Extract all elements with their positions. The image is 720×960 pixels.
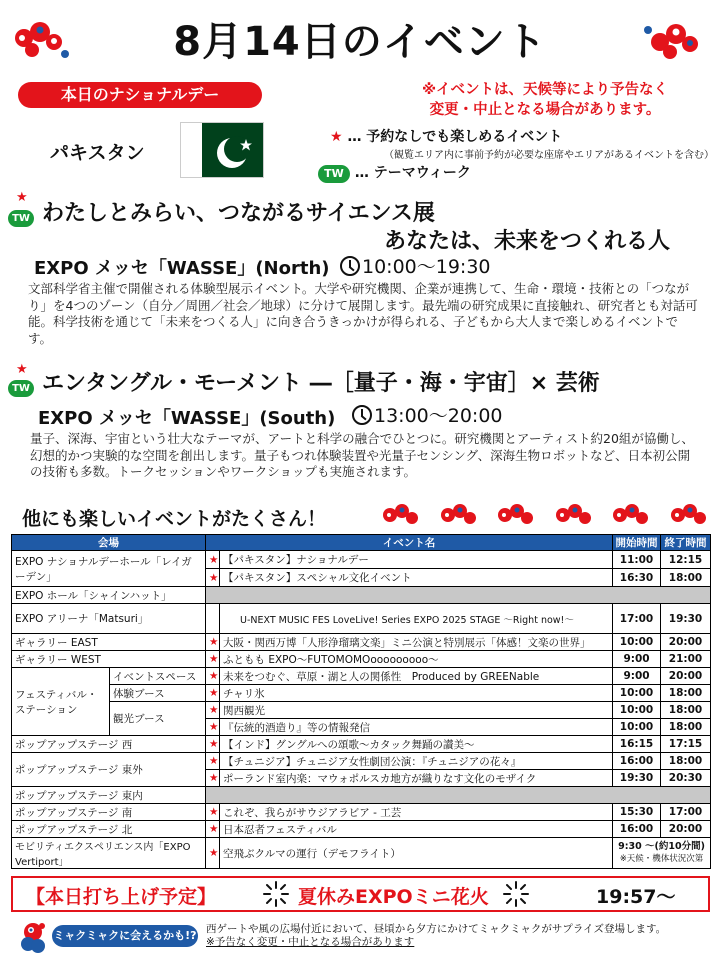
end-time-cell: 20:00 <box>661 634 711 651</box>
myaku-myaku-badge: ミャクミャクに会えるかも!? <box>52 925 198 947</box>
event-cell: ポーランド室内楽：マウォポルスカ地方が織りなす文化のモザイク <box>220 770 613 787</box>
venue-cell: EXPO ホール「シャインハット」 <box>12 587 206 604</box>
fireworks-time: 19:57～ <box>596 886 676 908</box>
featured-event-title: エンタングル・モーメント ―［量子・海・宇宙］× 芸術 <box>42 371 600 396</box>
sub-venue-cell: 観光ブース <box>110 702 206 736</box>
event-cell: チャリ氷 <box>220 685 613 702</box>
end-time-cell: 18:00 <box>661 753 711 770</box>
end-time-cell: 20:00 <box>661 821 711 838</box>
star-icon: ★ <box>206 770 220 787</box>
expo-logo-icon <box>380 502 422 528</box>
pakistan-flag <box>180 122 264 178</box>
legend-tw-text: … テーマウィーク <box>354 165 471 181</box>
table-row <box>12 668 711 685</box>
table-row <box>12 604 711 634</box>
start-time-cell: 9:00 <box>613 668 661 685</box>
table-row <box>12 702 711 719</box>
table-row <box>12 838 711 869</box>
event-cell: 【チュニジア】チュニジア女性劇団公演：『チュニジアの花々』 <box>220 753 613 770</box>
notice-line: 西ゲートや風の広場付近において、昼頃から夕方にかけてミャクミャクがサプライズ登場します。 <box>206 923 667 935</box>
weather-notice <box>380 80 710 120</box>
star-icon: ★ <box>206 668 220 685</box>
event-cell: これぞ、我らがサウジアラビア - 工芸 <box>220 804 613 821</box>
table-row <box>12 587 711 604</box>
expo-logo-icon <box>495 502 537 528</box>
table-row <box>12 634 711 651</box>
featured-event-time: 10:00～19:30 <box>340 252 491 279</box>
star-icon: ★ <box>16 362 28 377</box>
table-row <box>12 753 711 770</box>
start-time-cell: 16:00 <box>613 821 661 838</box>
table-row <box>12 685 711 702</box>
table-row <box>12 821 711 838</box>
table-row <box>12 787 711 804</box>
table-row <box>12 551 711 569</box>
event-cell: 【パキスタン】スペシャル文化イベント <box>220 569 613 587</box>
end-time-cell: 20:00 <box>661 668 711 685</box>
national-day-country: パキスタン <box>50 142 145 164</box>
start-time-cell: 17:00 <box>613 604 661 634</box>
start-time-cell: 10:00 <box>613 719 661 736</box>
end-time-cell: 18:00 <box>661 569 711 587</box>
featured-event-title: わたしとみらい、つながるサイエンス展 <box>42 201 435 226</box>
header-start: 開始時間 <box>613 535 661 551</box>
no-event-cell <box>206 587 711 604</box>
header-venue: 会場 <box>12 535 206 551</box>
event-cell: 【パキスタン】ナショナルデー <box>220 551 613 569</box>
end-time-cell: 18:00 <box>661 719 711 736</box>
venue-cell: ギャラリー WEST <box>12 651 206 668</box>
featured-event-subtitle: あなたは、未来をつくれる人 <box>384 229 671 254</box>
table-row <box>12 804 711 821</box>
star-icon <box>206 604 220 634</box>
star-icon: ★ <box>206 804 220 821</box>
start-time-cell: 9:30 ～(約10分間) ※天候・機体状況次第 <box>613 838 711 869</box>
end-time-cell: 20:30 <box>661 770 711 787</box>
venue-cell: EXPO アリーナ「Matsuri」 <box>12 604 206 634</box>
featured-event-venue: EXPO メッセ「WASSE」(North) <box>34 258 330 279</box>
tw-badge: TW <box>8 380 34 397</box>
star-icon: ★ <box>330 129 343 145</box>
star-icon: ★ <box>206 719 220 736</box>
featured-event-venue: EXPO メッセ「WASSE」(South) <box>38 408 336 429</box>
no-event-cell <box>206 787 711 804</box>
venue-cell: モビリティエクスペリエンス内「EXPO Vertiport」 <box>12 838 206 869</box>
notice-line: ※予告なく変更・中止となる場合があります <box>206 936 415 948</box>
event-cell: 『伝統的酒造り』等の情報発信 <box>220 719 613 736</box>
event-cell: ふともも EXPO～FUTOMOMOooooooooo～ <box>220 651 613 668</box>
legend-theme-week <box>318 162 471 183</box>
featured-event-description: 文部科学省主催で開催される体験型展示イベント。大学や研究機関、企業が連携して、生命・環境・技術との「つながり」を4つのゾーン（自分／周囲／社会／地球）に分けて展開します。最先端の研究成果に直接触れ、研究者とも対話可能。科学技術を通じて「未来をつくる人」に向き合うきっかけが得られる、子どもから大人まで楽しめるイベントです。 <box>28 281 698 346</box>
crescent-star-icon <box>202 123 265 179</box>
start-time-cell: 19:30 <box>613 770 661 787</box>
notice-line: 変更・中止となる場合があります。 <box>429 102 661 118</box>
event-table <box>11 534 711 869</box>
fireworks-label: 【本日打ち上げ予定】 <box>26 886 217 908</box>
table-row <box>12 736 711 753</box>
firework-icon <box>262 880 290 908</box>
myaku-myaku-notice <box>206 923 716 949</box>
myaku-myaku-icon <box>16 920 50 956</box>
more-events-heading: 他にも楽しいイベントがたくさん！ <box>22 508 327 530</box>
expo-logo-icon <box>438 502 480 528</box>
venue-cell: ポップアップステージ 東内 <box>12 787 206 804</box>
end-time-cell: 17:15 <box>661 736 711 753</box>
featured-event-description: 量子、深海、宇宙という壮大なテーマが、アートと科学の融合でひとつに。研究機関とアーティスト約20組が協働し、幻想的かつ実験的な空間を創出します。量子もつれ体験装置や光量子センシング、深海生物ロボットなど、日本初公開の技術も多数。トークセッションやワークショップも実施されます。 <box>30 431 694 479</box>
event-cell: 【インド】グングルへの頌歌～カタック舞踊の讃美～ <box>220 736 613 753</box>
page-title: 8月14日のイベント <box>173 19 547 65</box>
fireworks-name: 夏休みEXPOミニ花火 <box>298 886 489 908</box>
event-cell: U-NEXT MUSIC FES LoveLive! Series EXPO 2025 STAGE ～Right now!～ <box>220 604 613 634</box>
event-cell: 空飛ぶクルマの運行（デモフライト） <box>220 838 613 869</box>
sub-venue-cell: イベントスペース <box>110 668 206 685</box>
start-time-cell: 10:00 <box>613 702 661 719</box>
venue-cell: フェスティバル・ステーション <box>12 668 110 736</box>
star-icon: ★ <box>206 753 220 770</box>
tw-badge: TW <box>318 165 350 183</box>
event-cell: 日本忍者フェスティバル <box>220 821 613 838</box>
clock-icon <box>352 405 372 425</box>
star-icon: ★ <box>206 702 220 719</box>
table-header-row <box>12 535 711 551</box>
end-time-cell: 21:00 <box>661 651 711 668</box>
venue-cell: ポップアップステージ 東外 <box>12 753 206 787</box>
event-cell: 関西観光 <box>220 702 613 719</box>
featured-event-time: 13:00～20:00 <box>352 401 503 428</box>
event-cell: 大阪・関西万博「人形浄瑠璃文楽」ミニ公演と特別展示「体感！文楽の世界」 <box>220 634 613 651</box>
star-icon: ★ <box>206 838 220 869</box>
star-icon: ★ <box>206 634 220 651</box>
start-time-cell: 16:30 <box>613 569 661 587</box>
start-time-cell: 16:15 <box>613 736 661 753</box>
expo-logo-row <box>380 502 710 530</box>
end-time-cell: 17:00 <box>661 804 711 821</box>
star-icon: ★ <box>206 651 220 668</box>
clock-icon <box>340 256 360 276</box>
national-day-badge: 本日のナショナルデー <box>18 82 262 108</box>
legend-star-text: … 予約なしでも楽しめるイベント <box>347 129 563 145</box>
start-time-cell: 16:00 <box>613 753 661 770</box>
table-row <box>12 651 711 668</box>
venue-cell: ギャラリー EAST <box>12 634 206 651</box>
end-time-cell: 18:00 <box>661 685 711 702</box>
firework-icon <box>502 880 530 908</box>
legend-star-subtext: （観覧エリア内に事前予約が必要な座席やエリアがあるイベントを含む） <box>384 150 714 161</box>
start-time-cell: 11:00 <box>613 551 661 569</box>
start-time-cell: 15:30 <box>613 804 661 821</box>
star-icon: ★ <box>16 190 28 205</box>
star-icon: ★ <box>206 685 220 702</box>
notice-line: ※イベントは、天候等により予告なく <box>421 82 669 98</box>
event-cell: 未来をつむぐ、草原・湖と人の関係性 Produced by GREENable <box>220 668 613 685</box>
header-event: イベント名 <box>206 535 613 551</box>
end-time-cell: 12:15 <box>661 551 711 569</box>
time-note: ※天候・機体状況次第 <box>619 854 704 864</box>
expo-logo-icon <box>610 502 652 528</box>
star-icon: ★ <box>206 736 220 753</box>
sub-venue-cell: 体験ブース <box>110 685 206 702</box>
header-end: 終了時間 <box>661 535 711 551</box>
end-time-cell: 19:30 <box>661 604 711 634</box>
venue-cell: ポップアップステージ 南 <box>12 804 206 821</box>
start-time-cell: 10:00 <box>613 634 661 651</box>
tw-badge: TW <box>8 210 34 227</box>
star-icon: ★ <box>206 551 220 569</box>
end-time-cell: 18:00 <box>661 702 711 719</box>
venue-cell: ポップアップステージ 西 <box>12 736 206 753</box>
start-time-cell: 9:00 <box>613 651 661 668</box>
start-time-cell: 10:00 <box>613 685 661 702</box>
star-icon: ★ <box>206 821 220 838</box>
expo-logo-icon <box>668 502 710 528</box>
expo-logo-icon <box>553 502 595 528</box>
legend-star <box>330 126 562 146</box>
venue-cell: ポップアップステージ 北 <box>12 821 206 838</box>
star-icon: ★ <box>206 569 220 587</box>
venue-cell: EXPO ナショナルデーホール「レイガーデン」 <box>12 551 206 587</box>
